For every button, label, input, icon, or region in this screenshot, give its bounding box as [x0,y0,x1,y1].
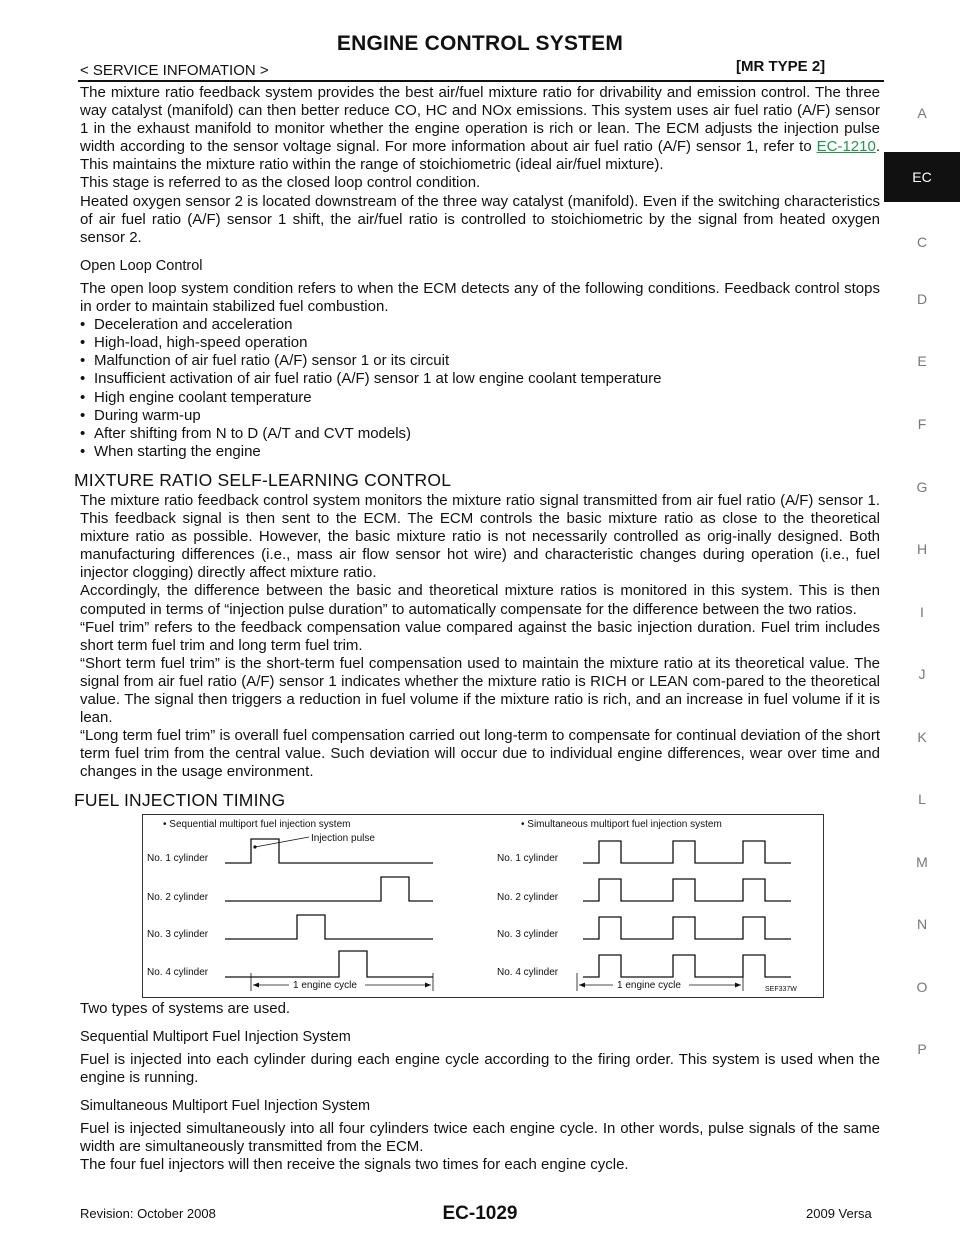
sim-cylinder-1-label: No. 1 cylinder [497,852,559,864]
intro-paragraph-2: This stage is referred to as the closed loop control condition. [80,174,481,192]
side-tab-g[interactable]: G [916,479,928,495]
sim-waveform-3 [583,917,791,939]
sim-cylinder-4-label: No. 4 cylinder [497,966,559,978]
footer-revision: Revision: October 2008 [80,1206,216,1221]
main-content [74,84,880,1174]
sim-waveform-1 [583,841,791,863]
simultaneous-text-1: Fuel is injected simultaneously into all four cylinders twice each engine cycle. In other words, pulse signals of the same width are simultaneously transmitted from the ECM. [80,1120,880,1156]
seq-cycle-arrowhead-left [253,982,259,987]
open-loop-heading: Open Loop Control [80,257,203,274]
side-tab-k[interactable]: K [917,729,927,745]
side-tab-l[interactable]: L [918,791,926,807]
simultaneous-diagram-title: • Simultaneous multiport fuel injection system [521,818,722,830]
side-tab-c[interactable]: C [916,234,928,250]
side-tab-ec[interactable]: EC [884,152,960,202]
list-item: • High-load, high-speed operation [80,334,880,352]
footer-model: 2009 Versa [806,1206,872,1221]
seq-cylinder-4-label: No. 4 cylinder [147,966,209,978]
side-tab-f[interactable]: F [917,416,927,432]
self-learning-paragraph-1: The mixture ratio feedback control system monitors the mixture ratio signal transmitted from air fuel ratio (A/F) sensor 1. This feedback signal is then sent to the ECM. The ECM controls the basic mixture ratio as close to the theoretical mixture ratio as possible. However, the basic mixture ratio is not necessarily controlled as orig-inally designed. Both manufacturing differences (i.e., mass air flow sensor hot wire) and characteristic changes during operation (i.e., fuel injector clogging) directly affect mixture ratio. [80,491,880,582]
intro-paragraph-3: Heated oxygen sensor 2 is located downstream of the three way catalyst (manifold). Even if the switching characteristics of air fuel ratio (A/F) sensor 1 shift, the air/fuel ratio is controlled to stoichiometric by the signal from heated oxygen sensor 2. [80,192,880,246]
ec-1210-link[interactable]: EC-1210 [816,138,876,156]
self-learning-paragraph-3: “Fuel trim” refers to the feedback compensation value compared against the basic injection duration. Fuel trim includes short term fuel trim and long term fuel trim. [80,618,880,654]
sim-waveform-2 [583,879,791,901]
side-tab-e[interactable]: E [917,353,927,369]
self-learning-paragraph-2: Accordingly, the difference between the basic and theoretical mixture ratios is monitored in this system. This is then computed in terms of “injection pulse duration” to automatically compensate for the difference between the two ratios. [80,582,880,618]
seq-waveform-4 [225,951,433,977]
seq-cylinder-2-label: No. 2 cylinder [147,891,209,903]
sequential-diagram-title: • Sequential multiport fuel injection system [163,818,351,830]
injection-timing-heading: FUEL INJECTION TIMING [74,790,286,811]
header-type-label: [MR TYPE 2] [736,58,826,75]
open-loop-list [80,316,880,461]
seq-cycle-label: 1 engine cycle [293,979,357,991]
seq-cylinder-1-label: No. 1 cylinder [147,852,209,864]
list-item: • During warm-up [80,407,880,425]
figure-code: SEF337W [765,985,797,993]
side-tab-h[interactable]: H [916,541,928,557]
list-item: • Malfunction of air fuel ratio (A/F) sensor 1 or its circuit [80,352,880,370]
side-tab-n[interactable]: N [916,916,928,932]
intro-paragraph-1: The mixture ratio feedback system provides the best air/fuel mixture ratio for drivability and emission control. The three way catalyst (manifold) can then better reduce CO, HC and NOx emissions. This system uses air fuel ratio (A/F) sensor 1 in the exhaust manifold to monitor whether the engine operation is rich or lean. The ECM adjusts the injection pulse width according to the sensor voltage signal. For more information about air fuel ratio (A/F) sensor 1, refer to EC-1210. This maintains the mixture ratio within the range of stoichiometric (ideal air/fuel mixture). [80,84,880,174]
sim-waveform-4 [583,955,791,977]
seq-cycle-arrowhead-right [425,982,431,987]
simultaneous-heading: Simultaneous Multiport Fuel Injection System [80,1097,371,1114]
footer-page-number: EC-1029 [442,1203,518,1224]
sim-cycle-arrowhead-left [579,982,585,987]
injection-timing-diagram [142,814,824,998]
page-title: ENGINE CONTROL SYSTEM [336,32,624,55]
self-learning-paragraph-4: “Short term fuel trim” is the short-term fuel compensation used to maintain the mixture ratio at its theoretical value. The signal from air fuel ratio (A/F) sensor 1 indicates whether the mixture ratio is RICH or LEAN com-pared to the theoretical value. The signal then triggers a reduction in fuel volume if the mixture ratio is rich, and an increase in fuel volume if it is lean. [80,654,880,727]
list-item: • Insufficient activation of air fuel ratio (A/F) sensor 1 at low engine coolant temperature [80,370,880,388]
side-tab-j[interactable]: J [918,666,926,682]
side-tab-o[interactable]: O [916,979,928,995]
header-rule [78,80,884,82]
open-loop-text: The open loop system condition refers to when the ECM detects any of the following conditions. Feedback control stops in order to maintain stabilized fuel combustion. [80,279,880,316]
sim-cylinder-3-label: No. 3 cylinder [497,928,559,940]
list-item: • After shifting from N to D (A/T and CVT models) [80,425,880,443]
header-section-label: < SERVICE INFOMATION > [80,62,269,79]
side-tab-a[interactable]: A [917,105,927,121]
seq-waveform-2 [225,877,433,901]
injection-pulse-label: Injection pulse [311,832,375,844]
sequential-heading: Sequential Multiport Fuel Injection System [80,1028,351,1045]
sequential-text: Fuel is injected into each cylinder during each engine cycle according to the firing order. This system is used when the engine is running. [80,1050,880,1086]
injection-pulse-marker [253,845,256,848]
list-item: • When starting the engine [80,443,880,461]
simultaneous-text-2: The four fuel injectors will then receive the signals two times for each engine cycle. [80,1156,629,1174]
side-tab-d[interactable]: D [916,291,928,307]
sim-cycle-label: 1 engine cycle [617,979,681,991]
sim-cylinder-2-label: No. 2 cylinder [497,891,559,903]
diagram-caption: Two types of systems are used. [80,999,291,1017]
side-tab-m[interactable]: M [916,854,928,870]
side-tab-p[interactable]: P [917,1041,927,1057]
seq-cylinder-3-label: No. 3 cylinder [147,928,209,940]
side-tab-i[interactable]: I [920,604,924,620]
self-learning-paragraph-5: “Long term fuel trim” is overall fuel compensation carried out long-term to compensate for continual deviation of the short term fuel trim from the central value. Such deviation will occur due to individual engine differences, wear over time and changes in the usage environment. [80,727,880,781]
self-learning-heading: MIXTURE RATIO SELF-LEARNING CONTROL [74,469,452,490]
seq-waveform-3 [225,915,433,939]
sim-cycle-arrowhead-right [735,982,741,987]
list-item: • High engine coolant temperature [80,389,880,407]
list-item: • Deceleration and acceleration [80,316,880,334]
